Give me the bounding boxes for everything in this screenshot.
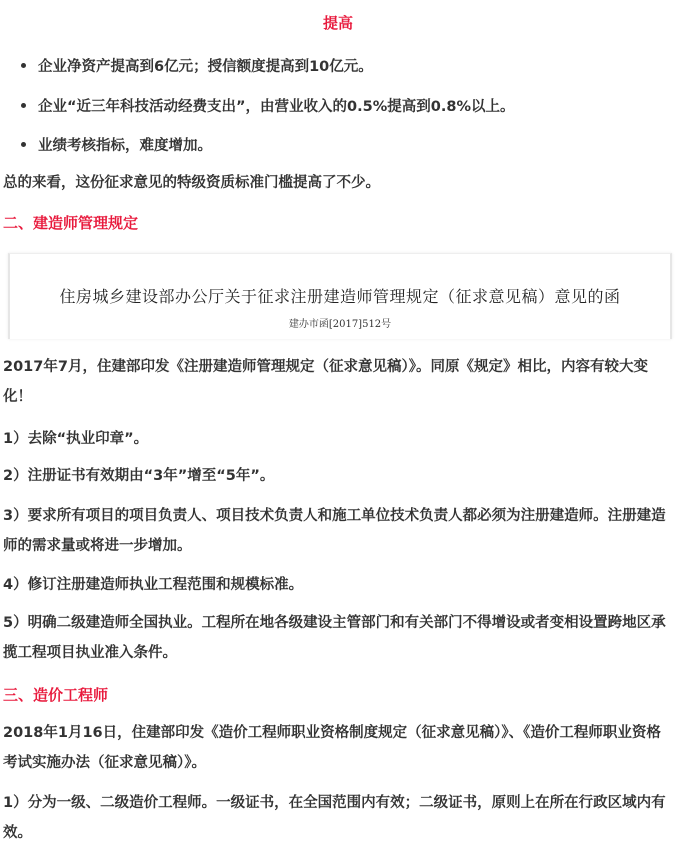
document-number: 建办市函[2017]512号 xyxy=(288,319,392,330)
bullet-dot-icon xyxy=(21,142,26,147)
section3-item-1: 1）分为一级、二级造价工程师。一级证书，在全国范围内有效；二级证书，原则上在所在行政区域内有效。 xyxy=(3,795,666,841)
bullet-dot-icon xyxy=(21,103,26,108)
section2-item-4: 4）修订注册建造师执业工程范围和规模标准。 xyxy=(3,577,304,593)
bullet-text: 业绩考核指标，难度增加。 xyxy=(38,138,212,154)
bullet-text: 企业“近三年科技活动经费支出”，由营业收入的0.5%提高到0.8%以上。 xyxy=(38,99,515,115)
bullet-text: 企业净资产提高到6亿元；授信额度提高到10亿元。 xyxy=(38,59,373,75)
bullet-dot-icon xyxy=(21,63,26,68)
bullet-item xyxy=(21,134,661,155)
section-title-raise: 提高 xyxy=(322,14,353,32)
bullet-item xyxy=(21,95,661,116)
section2-item-1: 1）去除“执业印章”。 xyxy=(3,431,149,447)
section2-item-2: 2）注册证书有效期由“3年”增至“5年”。 xyxy=(3,468,275,484)
document-title: 住房城乡建设部办公厅关于征求注册建造师管理规定（征求意见稿）意见的函 xyxy=(59,287,621,306)
summary-paragraph: 总的来看，这份征求意见的特级资质标准门槛提高了不少。 xyxy=(3,175,380,191)
section-heading-constructor: 二、建造师管理规定 xyxy=(3,214,139,232)
section-heading-cost-engineer: 三、造价工程师 xyxy=(3,686,109,704)
section2-item-5: 5）明确二级建造师全国执业。工程所在地各级建设主管部门和有关部门不得增设或者变相设置跨地区承揽工程项目执业准入条件。 xyxy=(3,615,666,661)
bullet-item xyxy=(21,55,661,76)
document-header-image xyxy=(8,253,672,339)
section2-intro: 2017年7月，住建部印发《注册建造师管理规定（征求意见稿）》。同原《规定》相比，内容有较大变化！ xyxy=(3,359,648,405)
section2-item-3: 3）要求所有项目的项目负责人、项目技术负责人和施工单位技术负责人都必须为注册建造师。注册建造师的需求量或将进一步增加。 xyxy=(3,508,666,554)
section3-intro: 2018年1月16日，住建部印发《造价工程师职业资格制度规定（征求意见稿）》、《造价工程师职业资格考试实施办法（征求意见稿）》。 xyxy=(3,725,661,771)
